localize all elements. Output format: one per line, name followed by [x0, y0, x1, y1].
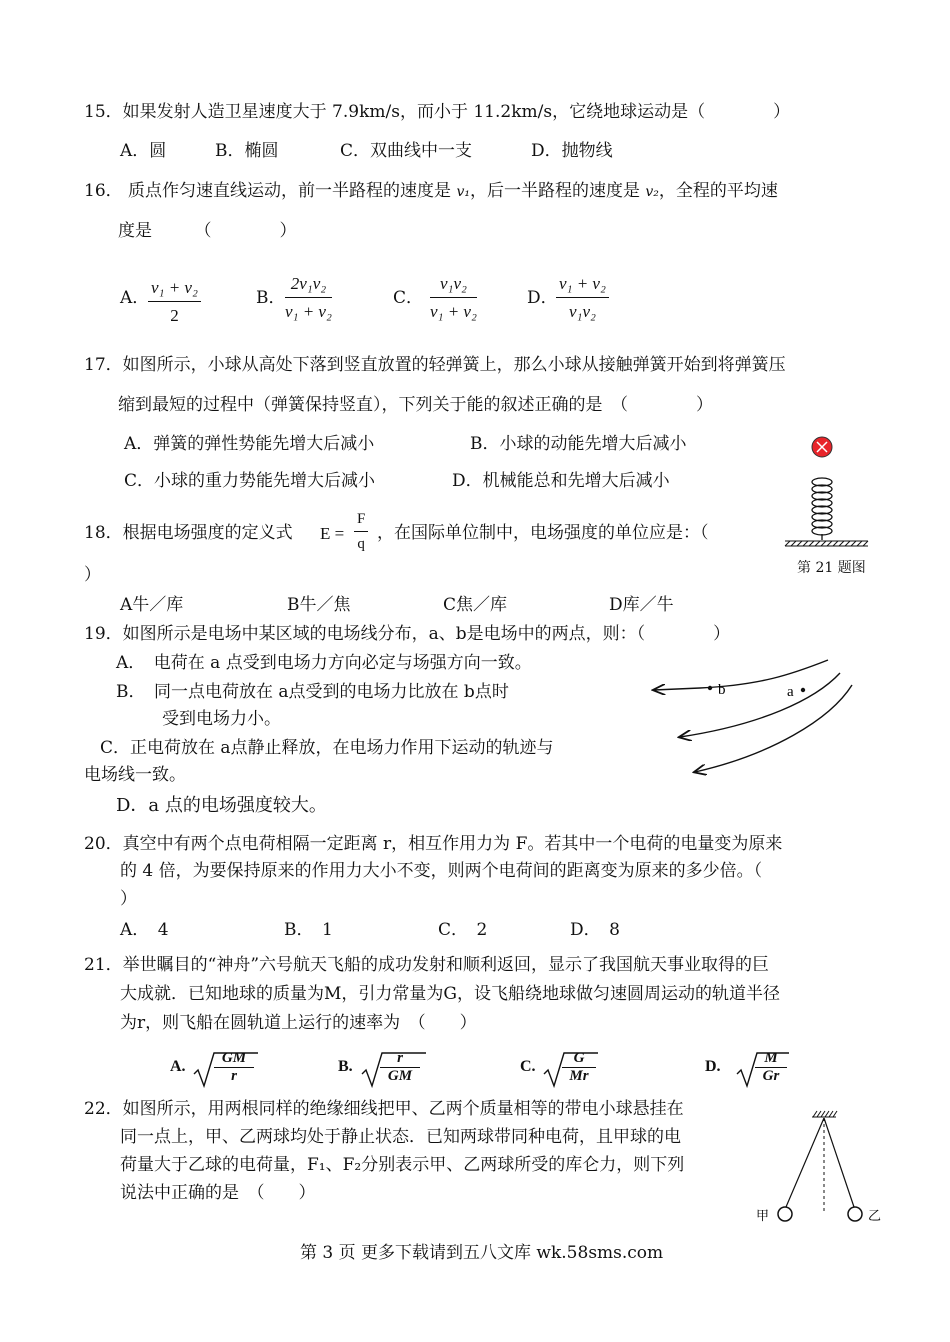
field-line-2	[680, 673, 840, 737]
q20-option-a: A． 4	[120, 920, 169, 940]
q19-stem: 19．如图所示是电场中某区域的电场线分布，a、b是电场中的两点，则：（ ）	[84, 624, 731, 644]
field-line-1	[654, 660, 828, 690]
q16-stem-line1: 16． 质点作匀速直线运动，前一半路程的速度是 v₁，后一半路程的速度是 v₂，全程的平均速	[84, 181, 778, 201]
q16-option-b-label: B．	[256, 288, 286, 308]
label-yi: 乙	[868, 1209, 882, 1224]
q18-stem-line2: ）	[84, 565, 101, 585]
q17-option-c: C．小球的重力势能先增大后减小	[124, 471, 376, 491]
q19-option-b-line2: 受到电场力小。	[162, 709, 281, 729]
point-b	[708, 686, 712, 690]
q20-option-b: B． 1	[284, 920, 333, 940]
q19-option-d: D．a 点的电场强度较大。	[116, 795, 327, 816]
thread-yi	[824, 1118, 854, 1207]
electric-field-figure	[640, 650, 870, 780]
q17-option-d: D．机械能总和先增大后减小	[452, 471, 670, 491]
q18-option-b: B牛／焦	[287, 595, 351, 615]
q22-stem-line4: 说法中正确的是 （ ）	[120, 1183, 316, 1203]
q18-option-c: C焦／库	[443, 595, 508, 615]
q19-option-b-line1: B． 同一点电荷放在 a点受到的电场力比放在 b点时	[116, 682, 509, 702]
label-a: a	[787, 684, 794, 700]
q18-option-d: D库／牛	[609, 595, 674, 615]
q15-option-a: A．圆	[120, 141, 167, 161]
q16-option-b-fraction: $\frac{\text{2v₁v₂}}{\text{v₁ + v₂}}$	[285, 274, 332, 321]
q20-stem-line1: 20．真空中有两个点电荷相隔一定距离 r，相互作用力为 F。若其中一个电荷的电量变为原来	[84, 834, 783, 854]
q15-stem: 15．如果发射人造卫星速度大于 7.9km/s，而小于 11.2km/s，它绕地球运动是（ ）	[84, 102, 791, 122]
q22-stem-line2: 同一点上，甲、乙两球均处于静止状态．已知两球带同种电荷，且甲球的电	[120, 1127, 681, 1147]
q21-option-c: C. G Mr	[520, 1050, 620, 1090]
field-line-3	[695, 685, 852, 772]
q20-option-d: D． 8	[570, 920, 620, 940]
q18-option-a: A牛／库	[120, 595, 184, 615]
figure-caption: 第 21 题图	[797, 560, 866, 576]
q15-option-b: B．椭圆	[215, 141, 279, 161]
q17-stem-line2: 缩到最短的过程中（弹簧保持竖直），下列关于能的叙述正确的是 （ ）	[118, 395, 713, 415]
ground	[785, 541, 868, 546]
q16-option-c-fraction: $\frac{\text{v₁v₂}}{\text{v₁ + v₂}}$	[430, 274, 477, 321]
q20-stem-line3: ）	[120, 889, 137, 909]
q16-option-a-fraction: $\frac{\text{v₁ + v₂}}{2}$	[148, 278, 201, 326]
q16-option-d-fraction: $\frac{\text{v₁ + v₂}}{\text{v₁v₂}}$	[556, 274, 609, 322]
point-a	[801, 688, 805, 692]
q21-stem-line3: 为r，则飞船在圆轨道上运行的速率为 （ ）	[120, 1013, 477, 1033]
q17-option-a: A．弹簧的弹性势能先增大后减小	[124, 434, 375, 454]
q16-stem-line2: 度是 （ ）	[118, 221, 297, 241]
q16-option-d-label: D．	[527, 288, 558, 308]
q22-stem-line3: 荷量大于乙球的电荷量，F₁、F₂分别表示甲、乙两球所受的库仑力，则下列	[120, 1155, 685, 1175]
q22-stem-line1: 22．如图所示，用两根同样的绝缘细线把甲、乙两个质量相等的带电小球悬挂在	[84, 1099, 684, 1119]
q19-option-c-line2: 电场线一致。	[84, 765, 186, 785]
q21-stem-line2: 大成就．已知地球的质量为M，引力常量为G，设飞船绕地球做匀速圆周运动的轨道半径	[120, 984, 780, 1004]
q18-stem-part2: ，在国际单位制中，电场强度的单位应是：（	[377, 523, 709, 543]
q18-formula-fraction: $\frac{F}{q}$	[354, 511, 368, 553]
page-footer: 第 3 页 更多下载请到五八文库 wk.58sms.com	[300, 1243, 664, 1263]
q17-option-b: B．小球的动能先增大后减小	[470, 434, 687, 454]
ball-jia	[778, 1207, 792, 1221]
q19-option-c-line1: C．正电荷放在 a点静止释放，在电场力作用下运动的轨迹与	[100, 738, 554, 758]
thread-jia	[786, 1118, 824, 1207]
q21-stem-line1: 21．举世瞩目的“神舟”六号航天飞船的成功发射和顺利返回，显示了我国航天事业取得的巨	[84, 955, 770, 975]
q20-option-c: C． 2	[438, 920, 488, 940]
q20-stem-line2: 的 4 倍，为要保持原来的作用力大小不变，则两个电荷间的距离变为原来的多少倍。（	[120, 861, 763, 881]
q19-option-a: A． 电荷在 a 点受到电场力方向必定与场强方向一致。	[116, 653, 532, 673]
label-b: b	[718, 682, 726, 698]
q16-option-c-label: C．	[393, 288, 424, 308]
q18-stem-part1: 18．根据电场强度的定义式	[84, 523, 293, 543]
label-jia: 甲	[756, 1209, 770, 1224]
spring-ball-figure	[780, 430, 870, 555]
ball-yi	[848, 1207, 862, 1221]
pendulum-figure	[752, 1105, 892, 1230]
ceiling-mount	[812, 1111, 837, 1117]
q17-stem-line1: 17．如图所示，小球从高处下落到竖直放置的轻弹簧上，那么小球从接触弹簧开始到将弹簧压	[84, 355, 786, 375]
q15-option-d: D．抛物线	[531, 141, 613, 161]
spring	[812, 478, 832, 540]
q21-option-d: D. M Gr	[705, 1050, 805, 1090]
q16-option-a-label: A．	[120, 288, 150, 308]
q18-formula-lhs: E =	[320, 524, 345, 543]
q15-option-c: C．双曲线中一支	[340, 141, 473, 161]
q21-option-b: B. r GM	[338, 1050, 438, 1090]
q21-option-a: A. GM r	[170, 1050, 270, 1090]
